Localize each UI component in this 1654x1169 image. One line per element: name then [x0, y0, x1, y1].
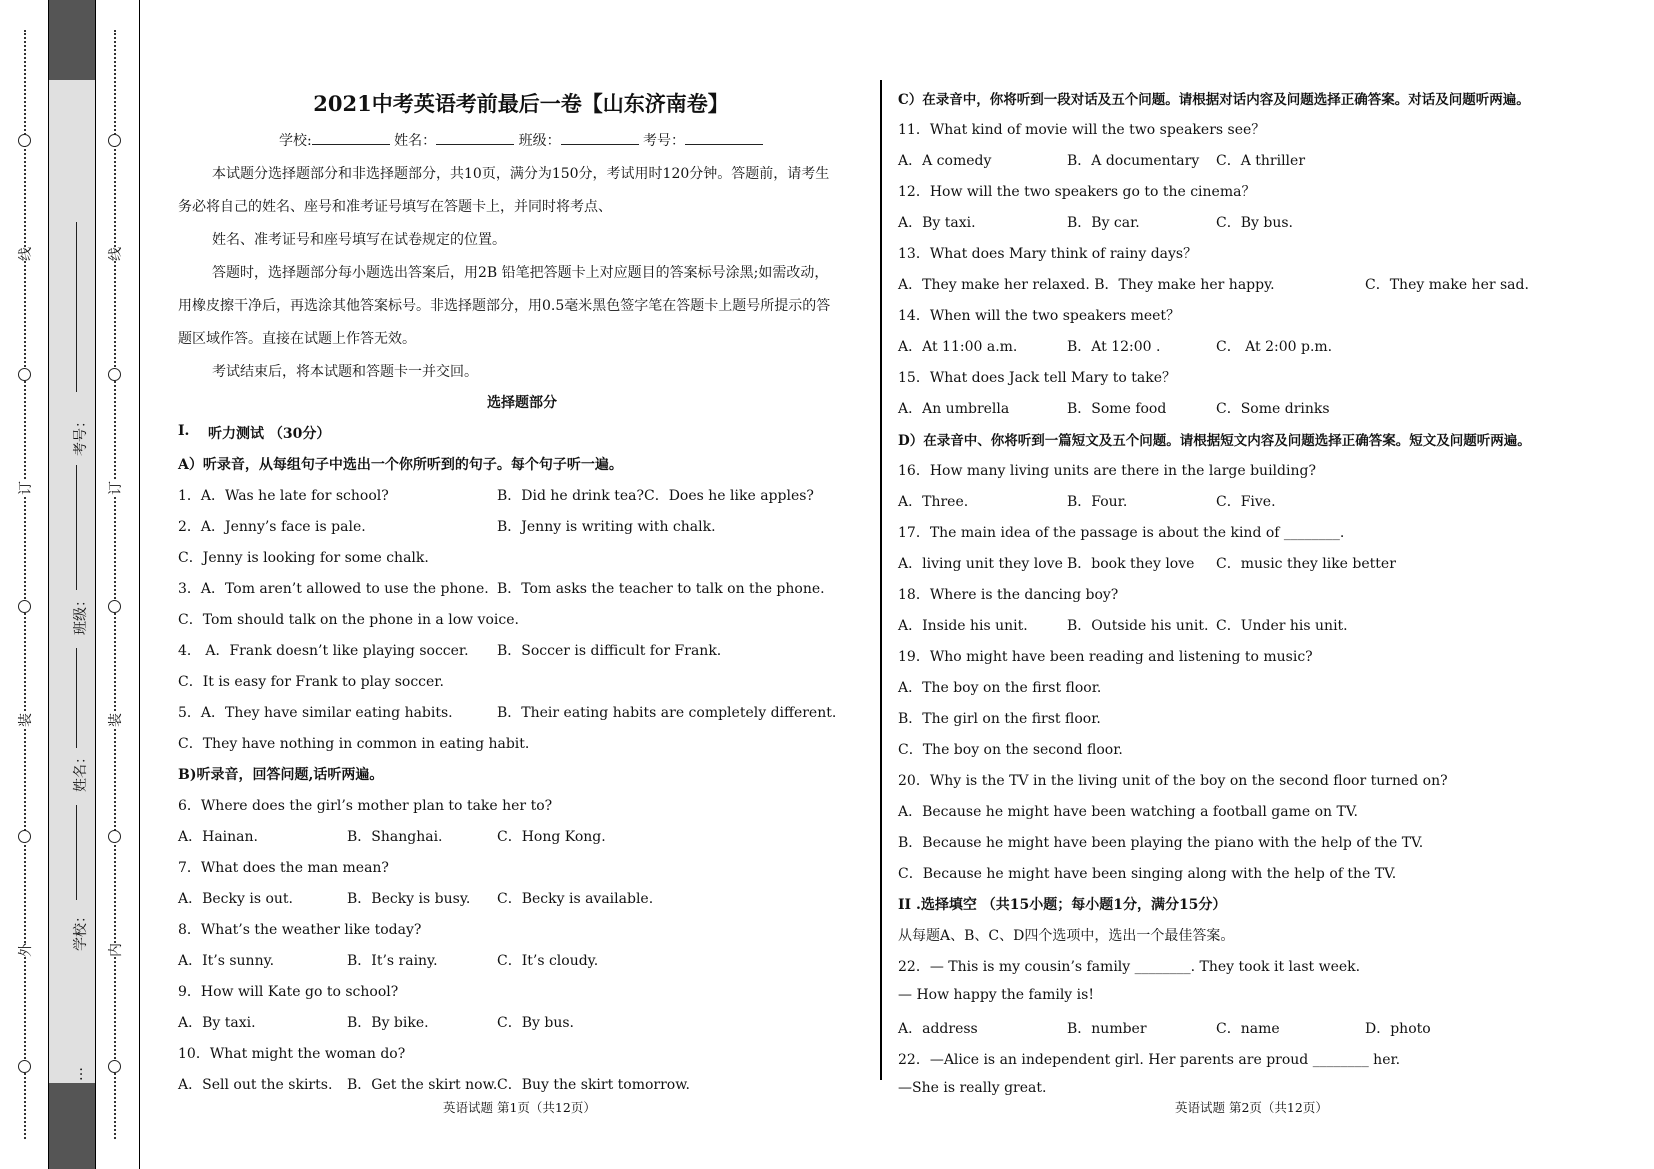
- part2-instruction: 从每题A、B、C、D四个选项中，选出一个最佳答案。: [898, 928, 1235, 944]
- binding-char: 订: [108, 481, 124, 495]
- option: A．By taxi.: [898, 215, 976, 231]
- option: D．photo: [1365, 1021, 1431, 1037]
- option: B．It’s rainy.: [347, 953, 438, 969]
- option: C．music they like better: [1216, 556, 1396, 572]
- option: 5．A．They have similar eating habits.: [178, 705, 453, 721]
- binding-char: 订: [18, 481, 34, 495]
- option: C．Five.: [1216, 494, 1276, 510]
- option: A．Sell out the skirts.: [178, 1077, 333, 1093]
- question: 19．Who might have been reading and listening to music?: [898, 649, 1313, 665]
- question: —She is really great.: [898, 1080, 1047, 1096]
- part1-num: I.: [178, 423, 190, 439]
- question: 12．How will the two speakers go to the cinema？: [898, 184, 1256, 200]
- option: B．Did he drink tea?: [497, 488, 644, 504]
- option: C． At 2:00 p.m.: [1216, 339, 1333, 355]
- partB-title: B)听录音，回答问题,话听两遍。: [178, 767, 384, 783]
- option: A．Becky is out.: [178, 891, 294, 907]
- part2-title: II .选择填空 （共15小题；每小题1分，满分15分）: [898, 897, 1227, 913]
- circle-icon: [18, 600, 31, 613]
- binding-char: 内: [108, 943, 124, 957]
- binding-char: 线: [108, 247, 124, 261]
- option: B．Soccer is difficult for Frank.: [497, 643, 722, 659]
- binding-char: 外: [18, 943, 34, 957]
- circle-icon: [108, 1060, 121, 1073]
- option: B．number: [1067, 1021, 1147, 1037]
- question: 22．—Alice is an independent girl. Her parents are proud ________ her.: [898, 1052, 1401, 1068]
- option: B．book they love: [1067, 556, 1195, 572]
- option: B．Shanghai.: [347, 829, 443, 845]
- circle-icon: [108, 134, 121, 147]
- circle-icon: [108, 368, 121, 381]
- circle-icon: [18, 368, 31, 381]
- label-school: 学校：: [73, 909, 89, 951]
- option: A．A comedy: [898, 153, 992, 169]
- option: A．Hainan.: [178, 829, 258, 845]
- option: C．By bus.: [497, 1015, 574, 1031]
- option: C．A thriller: [1216, 153, 1306, 169]
- option: B．Some food: [1067, 401, 1167, 417]
- question: 16．How many living units are there in the large building?: [898, 463, 1316, 479]
- option: B．Tom asks the teacher to talk on the phone.: [497, 581, 825, 597]
- circle-icon: [18, 134, 31, 147]
- option: 3．A．Tom aren’t allowed to use the phone.: [178, 581, 489, 597]
- student-info-strip: [48, 0, 96, 1169]
- option: C．Because he might have been singing along with the help of the TV.: [898, 866, 1397, 882]
- option: B．Get the skirt now.: [347, 1077, 498, 1093]
- circle-icon: [18, 1060, 31, 1073]
- option: C．Under his unit.: [1216, 618, 1348, 634]
- option: C．name: [1216, 1021, 1280, 1037]
- instruction-line: 用橡皮擦干净后，再选涂其他答案标号。非选择题部分，用0.5毫米黑色签字笔在答题卡上题号所提示的答: [178, 298, 831, 314]
- option: B．Outside his unit.: [1067, 618, 1209, 634]
- option: C．It’s cloudy.: [497, 953, 599, 969]
- option: A．At 11:00 a.m.: [898, 339, 1018, 355]
- option: A．An umbrella: [898, 401, 1010, 417]
- inner-cut-line: [96, 0, 140, 1169]
- option: A．address: [898, 1021, 978, 1037]
- page-title: 2021中考英语考前最后一卷【山东济南卷】: [313, 91, 729, 116]
- instruction-line: 答题时，选择题部分每小题选出答案后，用2B 铅笔把答题卡上对应题目的答案标号涂黑;如需改动，: [212, 265, 829, 281]
- option: B．Jenny is writing with chalk.: [497, 519, 716, 535]
- instruction-line: 务必将自己的姓名、座号和准考证号填写在答题卡上，并同时将考点、: [178, 199, 612, 215]
- id-label: 考号：: [643, 133, 686, 149]
- option: C．They make her sad.: [1365, 277, 1529, 293]
- option: C．Some drinks: [1216, 401, 1330, 417]
- option: C．Does he like apples?: [644, 488, 814, 504]
- option: C．Becky is available.: [497, 891, 654, 907]
- option: 1．A．Was he late for school?: [178, 488, 389, 504]
- option: B．Four.: [1067, 494, 1128, 510]
- option: B．At 12:00 .: [1067, 339, 1161, 355]
- option: B．By bike.: [347, 1015, 429, 1031]
- option: B．By car.: [1067, 215, 1140, 231]
- question: 13．What does Mary think of rainy days？: [898, 246, 1198, 262]
- question: 8．What’s the weather like today?: [178, 922, 422, 938]
- question: 14．When will the two speakers meet？: [898, 308, 1181, 324]
- binding-char: 装: [108, 713, 124, 727]
- option: A．It’s sunny.: [178, 953, 275, 969]
- instruction-line: 考试结束后，将本试题和答题卡一并交回。: [212, 364, 478, 380]
- question: 11．What kind of movie will the two speakers see？: [898, 122, 1266, 138]
- option: A．living unit they love: [898, 556, 1063, 572]
- binding-char: 装: [18, 713, 34, 727]
- question: 20．Why is the TV in the living unit of the boy on the second floor turned on?: [898, 773, 1448, 789]
- option: B．Their eating habits are completely different.: [497, 705, 837, 721]
- ellipsis: …: [70, 1067, 86, 1081]
- column-divider: [880, 80, 882, 1080]
- instruction-line: 姓名、准考证号和座号填写在试卷规定的位置。: [212, 232, 506, 248]
- circle-icon: [108, 600, 121, 613]
- option: A．The boy on the first floor.: [898, 680, 1102, 696]
- instruction-line: 题区域作答。直接在试题上作答无效。: [178, 331, 416, 347]
- instruction-line: 本试题分选择题部分和非选择题部分，共10页，满分为150分，考试用时120分钟。答题前，请考生: [212, 166, 830, 182]
- binding-char: 线: [18, 247, 34, 261]
- page-footer-right: 英语试题 第2页（共12页）: [1175, 1100, 1328, 1115]
- section-title: 选择题部分: [487, 395, 557, 411]
- option: C．Jenny is looking for some chalk.: [178, 550, 429, 566]
- label-class: 班级：: [73, 593, 89, 635]
- question: 7．What does the man mean?: [178, 860, 389, 876]
- label-id: 考号：: [73, 414, 89, 456]
- partA-title: A）听录音，从每组句子中选出一个你所听到的句子。每个句子听一遍。: [178, 457, 623, 473]
- partC-title: C）在录音中，你将听到一段对话及五个问题。请根据对话内容及问题选择正确答案。对话及问题听两遍。: [898, 92, 1530, 108]
- partD-title: D）在录音中、你将听到一篇短文及五个问题。请根据短文内容及问题选择正确答案。短文及问题听两遍。: [898, 433, 1531, 449]
- option: C．Buy the skirt tomorrow.: [497, 1077, 691, 1093]
- option: B．Becky is busy.: [347, 891, 471, 907]
- question: — How happy the family is!: [898, 987, 1094, 1003]
- option: B．Because he might have been playing the piano with the help of the TV.: [898, 835, 1424, 851]
- option: 2．A．Jenny’s face is pale.: [178, 519, 366, 535]
- question: 15．What does Jack tell Mary to take？: [898, 370, 1176, 386]
- student-info-line: [178, 130, 864, 150]
- option: C．They have nothing in common in eating habit.: [178, 736, 530, 752]
- class-label: 班级：: [518, 133, 561, 149]
- question: 18．Where is the dancing boy?: [898, 587, 1119, 603]
- school-label: 学校:: [278, 133, 312, 149]
- name-label: 姓名：: [394, 133, 437, 149]
- option: C．The boy on the second floor.: [898, 742, 1123, 758]
- question: 17．The main idea of the passage is about the kind of ________.: [898, 525, 1345, 541]
- binding-margin: [0, 0, 140, 1169]
- option: B．The girl on the first floor.: [898, 711, 1101, 727]
- circle-icon: [18, 830, 31, 843]
- label-name: 姓名：: [73, 750, 89, 792]
- question: 9．How will Kate go to school?: [178, 984, 399, 1000]
- page-footer-left: 英语试题 第1页（共12页）: [443, 1100, 596, 1115]
- option: C．Tom should talk on the phone in a low voice.: [178, 612, 519, 628]
- question: 6．Where does the girl’s mother plan to take her to?: [178, 798, 553, 814]
- option: C．Hong Kong.: [497, 829, 606, 845]
- question: 10．What might the woman do?: [178, 1046, 406, 1062]
- option: C．By bus.: [1216, 215, 1293, 231]
- outer-cut-line: [0, 0, 48, 1169]
- part1-title: 听力测试 （30分）: [208, 426, 331, 442]
- option: A．Inside his unit.: [898, 618, 1028, 634]
- option: A．They make her relaxed. B．They make her happy.: [898, 277, 1275, 293]
- option: 4． A．Frank doesn’t like playing soccer.: [178, 643, 469, 659]
- option: C．It is easy for Frank to play soccer.: [178, 674, 444, 690]
- option: B．A documentary: [1067, 153, 1200, 169]
- option: A．Three.: [898, 494, 969, 510]
- circle-icon: [108, 830, 121, 843]
- option: A．Because he might have been watching a football game on TV.: [898, 804, 1358, 820]
- question: 22．— This is my cousin’s family ________. They took it last week.: [898, 959, 1361, 975]
- option: A．By taxi.: [178, 1015, 256, 1031]
